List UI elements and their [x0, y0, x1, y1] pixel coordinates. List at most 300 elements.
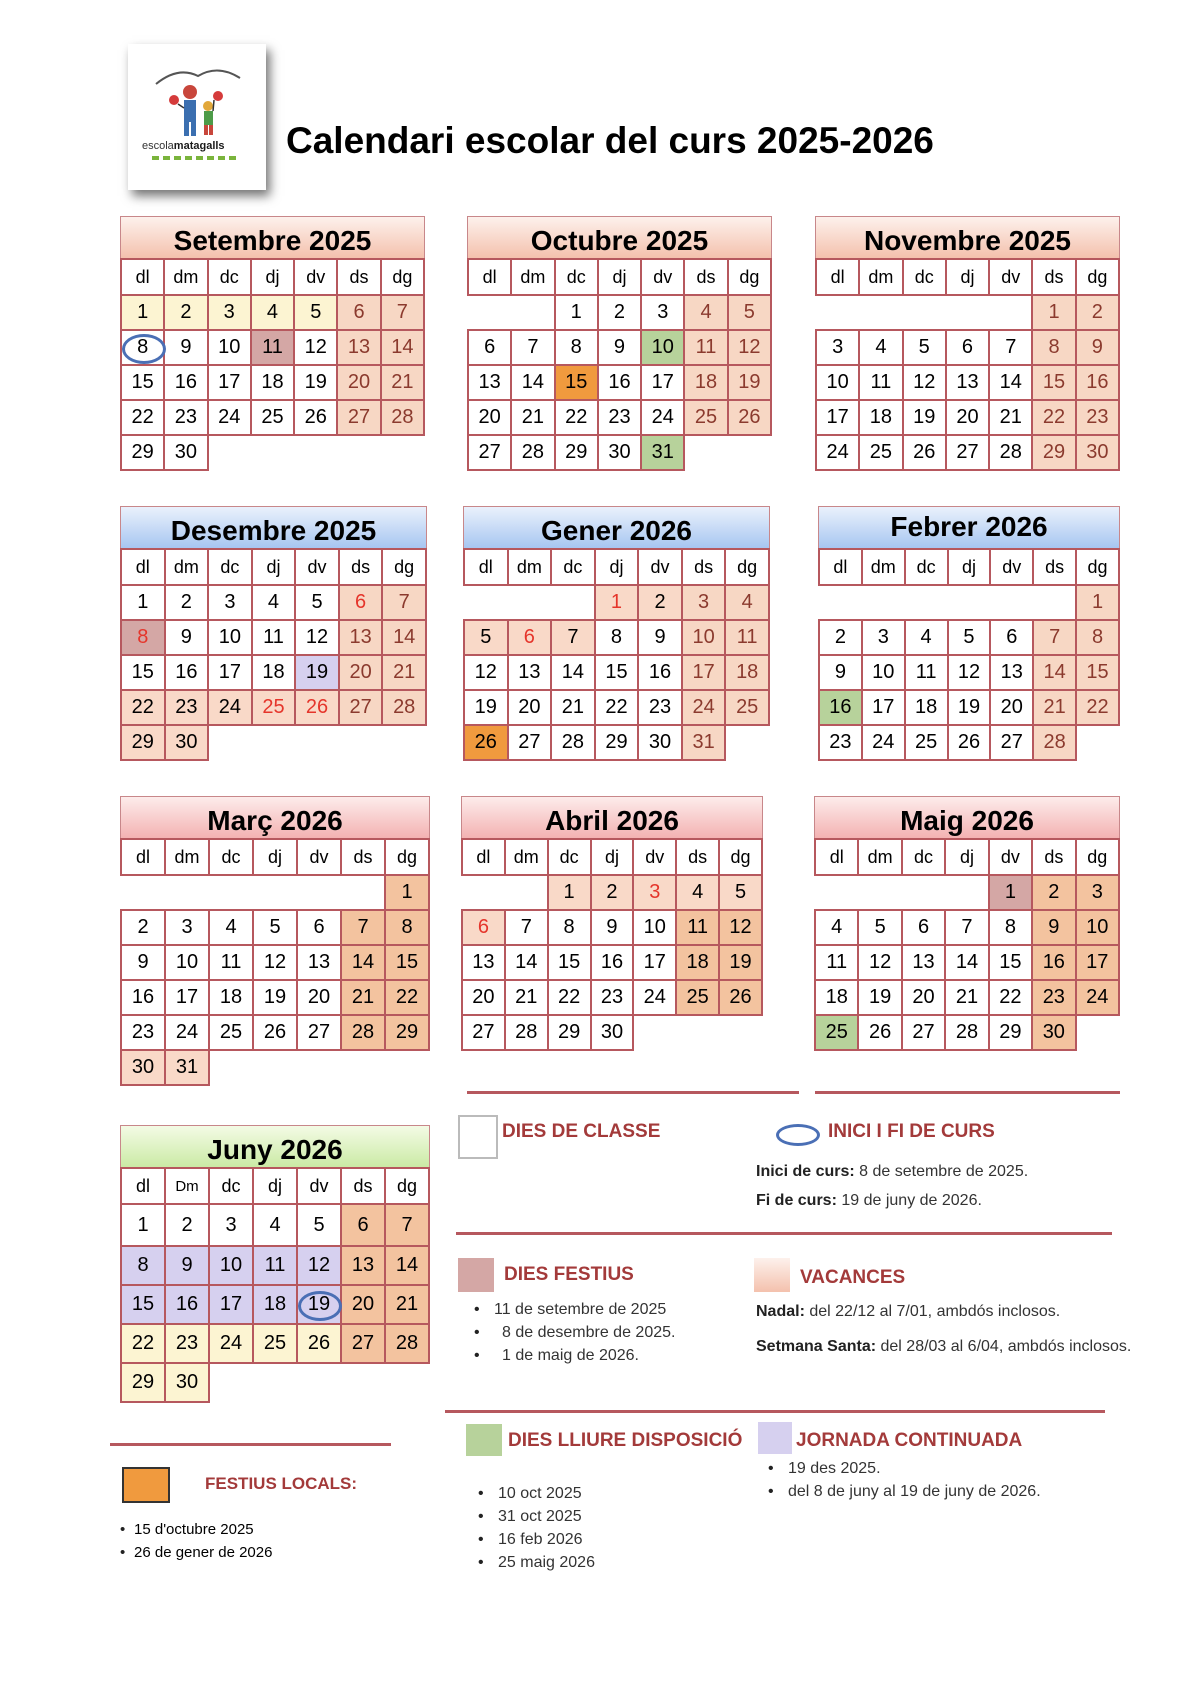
- day-header: dm: [511, 259, 554, 295]
- day-cell: 5: [948, 620, 991, 655]
- day-cell: 13: [297, 945, 341, 980]
- day-cell: 1: [385, 875, 429, 910]
- day-cell: 21: [551, 690, 595, 725]
- day-cell: 10: [862, 655, 905, 690]
- day-cell: 25: [209, 1015, 253, 1050]
- day-cell: 14: [945, 945, 988, 980]
- day-cell: 15: [1032, 365, 1075, 400]
- day-header: dc: [208, 259, 251, 295]
- dies-classe-title: DIES DE CLASSE: [502, 1121, 661, 1142]
- festius-locals-title: FESTIUS LOCALS:: [205, 1474, 358, 1493]
- day-cell: 20: [337, 365, 380, 400]
- day-cell: 9: [1032, 910, 1075, 945]
- day-header: dm: [508, 549, 552, 585]
- day-cell: 26: [903, 435, 946, 470]
- day-cell: 23: [1032, 980, 1075, 1015]
- day-header: dg: [728, 259, 771, 295]
- day-cell: 21: [989, 400, 1032, 435]
- day-header: dm: [862, 549, 905, 585]
- day-cell: 20: [297, 980, 341, 1015]
- day-cell: 13: [341, 1246, 385, 1285]
- day-cell: 29: [989, 1015, 1032, 1050]
- day-cell: 27: [297, 1015, 341, 1050]
- day-cell: 25: [859, 435, 902, 470]
- day-cell: 21: [382, 655, 426, 690]
- day-cell: 8: [989, 910, 1032, 945]
- day-cell: 30: [598, 435, 641, 470]
- day-cell: 7: [505, 910, 548, 945]
- day-cell: 27: [946, 435, 989, 470]
- day-cell: 9: [164, 330, 207, 365]
- day-cell: 27: [462, 1015, 505, 1050]
- day-cell: 15: [548, 945, 591, 980]
- day-cell: 1: [121, 295, 164, 330]
- day-cell: 24: [633, 980, 676, 1015]
- list-item: • 26 de gener de 2026: [114, 1541, 272, 1564]
- list-item: • del 8 de juny al 19 de juny de 2026.: [762, 1480, 1041, 1503]
- inici-fi-ring-icon: [776, 1124, 820, 1146]
- day-cell: 13: [462, 945, 505, 980]
- list-item: • 25 maig 2026: [472, 1551, 595, 1574]
- day-cell: 11: [676, 910, 719, 945]
- divider: [456, 1232, 1112, 1235]
- day-cell: 3: [641, 295, 684, 330]
- day-cell: 11: [684, 330, 727, 365]
- day-cell: 19: [719, 945, 762, 980]
- day-header: dg: [1076, 549, 1119, 585]
- day-cell: 2: [165, 1204, 209, 1246]
- day-cell: 29: [385, 1015, 429, 1050]
- day-cell: 29: [121, 435, 164, 470]
- day-cell: 17: [633, 945, 676, 980]
- day-cell: 16: [1076, 365, 1119, 400]
- day-cell: 5: [903, 330, 946, 365]
- day-cell: 7: [1033, 620, 1076, 655]
- day-cell: 14: [505, 945, 548, 980]
- day-cell: 21: [341, 980, 385, 1015]
- festius-locals-list: [114, 1518, 272, 1564]
- day-header: dg: [725, 549, 769, 585]
- day-cell: 11: [905, 655, 948, 690]
- day-cell: 2: [598, 295, 641, 330]
- day-cell: 14: [989, 365, 1032, 400]
- day-cell: 7: [989, 330, 1032, 365]
- day-header: dl: [816, 259, 859, 295]
- day-cell: 8: [548, 910, 591, 945]
- day-header: dv: [297, 839, 341, 875]
- day-cell: 15: [385, 945, 429, 980]
- day-header: dc: [209, 839, 253, 875]
- day-header: dm: [165, 839, 209, 875]
- list-item: • 8 de desembre de 2025.: [468, 1321, 675, 1344]
- day-header: dm: [858, 839, 901, 875]
- day-header: ds: [341, 839, 385, 875]
- day-cell: 28: [989, 435, 1032, 470]
- day-cell: 6: [341, 1204, 385, 1246]
- day-header: dc: [902, 839, 945, 875]
- day-cell: 14: [382, 620, 426, 655]
- day-cell: 18: [905, 690, 948, 725]
- day-cell: 12: [253, 945, 297, 980]
- day-cell: 25: [253, 1324, 297, 1363]
- day-cell: 8: [595, 620, 639, 655]
- month-title: Juny 2026: [120, 1125, 430, 1167]
- day-cell: 20: [508, 690, 552, 725]
- day-cell: 10: [682, 620, 726, 655]
- month-octubre: [467, 216, 772, 471]
- day-cell: 27: [468, 435, 511, 470]
- day-cell-festiu: 1: [989, 875, 1032, 910]
- day-cell: 12: [903, 365, 946, 400]
- day-cell-continuada: 16: [165, 1285, 209, 1324]
- day-cell: 12: [948, 655, 991, 690]
- day-cell: 6: [339, 585, 383, 620]
- day-cell: 7: [945, 910, 988, 945]
- day-cell: 23: [1076, 400, 1119, 435]
- day-cell: 5: [295, 585, 339, 620]
- day-cell: 12: [294, 330, 337, 365]
- day-header: ds: [341, 1168, 385, 1204]
- day-cell: 14: [1033, 655, 1076, 690]
- fi-curs-text: Fi de curs: 19 de juny de 2026.: [756, 1192, 982, 1209]
- day-cell: 23: [121, 1015, 165, 1050]
- day-header: dg: [382, 549, 426, 585]
- day-cell-vacances: 1: [595, 585, 639, 620]
- day-cell: 18: [815, 980, 858, 1015]
- day-cell: 16: [638, 655, 682, 690]
- day-cell-vacances: 3: [633, 875, 676, 910]
- day-header: dl: [121, 839, 165, 875]
- month-title: Maig 2026: [814, 796, 1120, 838]
- day-cell: 19: [948, 690, 991, 725]
- day-header: dl: [819, 549, 862, 585]
- day-cell: 11: [859, 365, 902, 400]
- day-cell: 4: [815, 910, 858, 945]
- list-item: • 19 des 2025.: [762, 1457, 1041, 1480]
- day-cell: 6: [902, 910, 945, 945]
- day-cell: 28: [945, 1015, 988, 1050]
- day-cell: 12: [464, 655, 508, 690]
- day-cell: 6: [990, 620, 1033, 655]
- day-cell-continuada: 8: [121, 1246, 165, 1285]
- day-cell: 1: [121, 1204, 165, 1246]
- day-cell: 28: [1033, 725, 1076, 760]
- day-cell: 5: [297, 1204, 341, 1246]
- day-cell: 13: [468, 365, 511, 400]
- day-header: dc: [209, 1168, 253, 1204]
- day-header: dv: [990, 549, 1033, 585]
- day-header: dg: [1076, 259, 1119, 295]
- day-cell: 1: [1076, 585, 1119, 620]
- day-cell: 6: [468, 330, 511, 365]
- day-cell-vacances: 24: [208, 690, 252, 725]
- day-cell-lliure: 31: [641, 435, 684, 470]
- day-header: dc: [555, 259, 598, 295]
- day-cell: 7: [511, 330, 554, 365]
- day-cell: 30: [638, 725, 682, 760]
- month-title: Febrer 2026: [818, 506, 1120, 548]
- continuada-list: [762, 1457, 1041, 1503]
- day-header: dj: [253, 839, 297, 875]
- day-header: dj: [253, 1168, 297, 1204]
- day-cell: 29: [1032, 435, 1075, 470]
- day-cell: 26: [294, 400, 337, 435]
- list-item: • 31 oct 2025: [472, 1505, 595, 1528]
- month-title: Octubre 2025: [467, 216, 772, 258]
- divider: [445, 1410, 1105, 1413]
- day-cell: 17: [641, 365, 684, 400]
- school-logo: [128, 44, 266, 190]
- day-cell: 26: [719, 980, 762, 1015]
- day-cell: 31: [682, 725, 726, 760]
- day-cell: 10: [816, 365, 859, 400]
- day-cell: 11: [725, 620, 769, 655]
- inici-curs-text: Inici de curs: 8 de setembre de 2025.: [756, 1163, 1029, 1180]
- day-cell-lliure: 10: [641, 330, 684, 365]
- day-cell: 8: [1032, 330, 1075, 365]
- day-cell: 9: [819, 655, 862, 690]
- day-cell: 28: [511, 435, 554, 470]
- day-cell: 12: [295, 620, 339, 655]
- day-cell-festiu: 11: [251, 330, 294, 365]
- day-cell: 4: [684, 295, 727, 330]
- day-cell: 25: [676, 980, 719, 1015]
- day-cell: 22: [548, 980, 591, 1015]
- day-cell-vacances: 22: [121, 690, 165, 725]
- dies-classe-swatch: [458, 1115, 498, 1159]
- day-cell: 21: [381, 365, 424, 400]
- list-item: • 16 feb 2026: [472, 1528, 595, 1551]
- day-header: dj: [251, 259, 294, 295]
- day-cell: 28: [551, 725, 595, 760]
- jornada-continuada-swatch: [758, 1422, 792, 1454]
- inici-fi-title: INICI I FI DE CURS: [828, 1121, 995, 1142]
- day-cell-continuada: 10: [209, 1246, 253, 1285]
- day-cell-vacances: 5: [719, 875, 762, 910]
- day-header: dc: [905, 549, 948, 585]
- day-header: ds: [1033, 549, 1076, 585]
- list-item: • 1 de maig de 2026.: [468, 1344, 675, 1367]
- dies-festius-swatch: [458, 1258, 494, 1292]
- day-cell: 19: [903, 400, 946, 435]
- day-cell: 24: [682, 690, 726, 725]
- day-cell: 12: [858, 945, 901, 980]
- vacances-title: VACANCES: [800, 1267, 906, 1288]
- day-cell: 14: [385, 1246, 429, 1285]
- day-cell: 17: [208, 365, 251, 400]
- day-cell: 20: [462, 980, 505, 1015]
- month-title: Setembre 2025: [120, 216, 425, 258]
- day-cell-continuada: 15: [121, 1285, 165, 1324]
- day-header: dm: [505, 839, 548, 875]
- day-cell: 21: [385, 1285, 429, 1324]
- day-header: dg: [1076, 839, 1119, 875]
- month-novembre: [815, 216, 1120, 471]
- day-cell: 11: [209, 945, 253, 980]
- day-cell: 4: [252, 585, 296, 620]
- day-cell: 26: [297, 1324, 341, 1363]
- day-header: dg: [385, 839, 429, 875]
- day-header: dc: [551, 549, 595, 585]
- day-cell: 25: [905, 725, 948, 760]
- day-cell: 9: [638, 620, 682, 655]
- day-cell: 16: [1032, 945, 1075, 980]
- day-cell: 13: [339, 620, 383, 655]
- day-cell: 3: [208, 295, 251, 330]
- month-setembre: [120, 216, 425, 471]
- day-cell-vacances: 30: [121, 1050, 165, 1085]
- day-header: dv: [638, 549, 682, 585]
- day-cell-continuada: 19: [295, 655, 339, 690]
- day-cell-vacances: 25: [252, 690, 296, 725]
- day-cell: 26: [948, 725, 991, 760]
- day-cell: 23: [598, 400, 641, 435]
- day-header: dc: [548, 839, 591, 875]
- dies-festius-title: DIES FESTIUS: [504, 1264, 634, 1285]
- day-cell: 3: [862, 620, 905, 655]
- day-cell: 23: [819, 725, 862, 760]
- day-cell-vacances: 6: [462, 910, 505, 945]
- day-cell: 12: [728, 330, 771, 365]
- day-header: dm: [164, 259, 207, 295]
- day-cell: 16: [165, 655, 209, 690]
- day-cell: 13: [508, 655, 552, 690]
- day-cell: 26: [728, 400, 771, 435]
- day-header: dl: [121, 549, 165, 585]
- day-cell: 26: [858, 1015, 901, 1050]
- day-header: dm: [165, 549, 209, 585]
- day-cell: 2: [164, 295, 207, 330]
- day-header: dj: [948, 549, 991, 585]
- day-cell-festiu-local: 15: [555, 365, 598, 400]
- month-febrer: [818, 506, 1120, 761]
- day-cell-continuada: 17: [209, 1285, 253, 1324]
- day-header: dv: [989, 259, 1032, 295]
- day-cell-vacances: 23: [165, 690, 209, 725]
- day-header: ds: [1032, 839, 1075, 875]
- day-cell: 3: [816, 330, 859, 365]
- day-cell: 18: [209, 980, 253, 1015]
- day-cell: 22: [121, 400, 164, 435]
- day-cell-continuada: 9: [165, 1246, 209, 1285]
- day-cell: 6: [337, 295, 380, 330]
- day-cell: 17: [682, 655, 726, 690]
- divider: [110, 1443, 391, 1446]
- day-cell-vacances: 4: [676, 875, 719, 910]
- day-cell-continuada: 12: [297, 1246, 341, 1285]
- day-cell: 19: [858, 980, 901, 1015]
- day-cell: 13: [337, 330, 380, 365]
- day-cell: 18: [252, 655, 296, 690]
- day-cell: 2: [121, 910, 165, 945]
- nadal-text: Nadal: del 22/12 al 7/01, ambdós inclosos.: [756, 1303, 1061, 1320]
- day-cell: 25: [251, 400, 294, 435]
- day-cell: 22: [1076, 690, 1119, 725]
- day-cell: 5: [253, 910, 297, 945]
- day-header: dv: [633, 839, 676, 875]
- day-cell: 10: [208, 620, 252, 655]
- day-cell: 7: [341, 910, 385, 945]
- day-cell: 3: [682, 585, 726, 620]
- day-cell-vacances: 30: [165, 725, 209, 760]
- day-cell: 21: [1033, 690, 1076, 725]
- day-header: dg: [719, 839, 762, 875]
- day-cell: 17: [1076, 945, 1119, 980]
- day-cell: 11: [815, 945, 858, 980]
- day-cell: 8: [555, 330, 598, 365]
- day-cell: 28: [381, 400, 424, 435]
- day-cell: 24: [641, 400, 684, 435]
- day-cell: 4: [253, 1204, 297, 1246]
- day-cell: 18: [676, 945, 719, 980]
- day-cell: 14: [511, 365, 554, 400]
- day-cell: 20: [946, 400, 989, 435]
- day-cell: 22: [555, 400, 598, 435]
- day-cell-vacances: 5: [464, 620, 508, 655]
- day-cell: 1: [121, 585, 165, 620]
- day-header: dl: [121, 259, 164, 295]
- day-cell: 30: [165, 1363, 209, 1402]
- day-cell: 16: [121, 980, 165, 1015]
- month-abril: [461, 796, 763, 1051]
- day-cell: 27: [508, 725, 552, 760]
- month-title: Març 2026: [120, 796, 430, 838]
- day-cell: 17: [208, 655, 252, 690]
- setmana-santa-text: Setmana Santa: del 28/03 al 6/04, ambdós inclosos.: [756, 1338, 1132, 1355]
- day-header: ds: [676, 839, 719, 875]
- month-marc: [120, 796, 430, 1086]
- day-cell: 30: [164, 435, 207, 470]
- day-cell-vacances: 31: [165, 1050, 209, 1085]
- day-header: ds: [337, 259, 380, 295]
- day-cell: 20: [990, 690, 1033, 725]
- day-header: dv: [295, 549, 339, 585]
- day-cell: 10: [633, 910, 676, 945]
- day-cell: 10: [1076, 910, 1119, 945]
- day-cell: 9: [1076, 330, 1119, 365]
- day-cell: 18: [725, 655, 769, 690]
- day-cell: 8: [385, 910, 429, 945]
- day-header: dg: [381, 259, 424, 295]
- day-cell: 24: [862, 725, 905, 760]
- day-header: dj: [591, 839, 634, 875]
- day-cell: 25: [725, 690, 769, 725]
- day-cell: 7: [382, 585, 426, 620]
- day-cell: 1: [555, 295, 598, 330]
- day-header: dj: [252, 549, 296, 585]
- day-header: ds: [339, 549, 383, 585]
- day-cell: 18: [684, 365, 727, 400]
- day-cell: 22: [989, 980, 1032, 1015]
- day-cell: 5: [294, 295, 337, 330]
- month-gener: [463, 506, 770, 761]
- day-cell: 25: [684, 400, 727, 435]
- month-title: Abril 2026: [461, 796, 763, 838]
- day-cell: 24: [208, 400, 251, 435]
- day-cell: 30: [591, 1015, 634, 1050]
- day-cell: 19: [253, 980, 297, 1015]
- day-cell: 27: [341, 1324, 385, 1363]
- day-cell: 14: [381, 330, 424, 365]
- day-header: ds: [1032, 259, 1075, 295]
- day-cell: 5: [858, 910, 901, 945]
- list-item: • 11 de setembre de 2025: [468, 1298, 675, 1321]
- day-header: dc: [903, 259, 946, 295]
- divider: [467, 1091, 799, 1094]
- day-cell: 22: [121, 1324, 165, 1363]
- day-cell: 26: [253, 1015, 297, 1050]
- day-cell: 6: [297, 910, 341, 945]
